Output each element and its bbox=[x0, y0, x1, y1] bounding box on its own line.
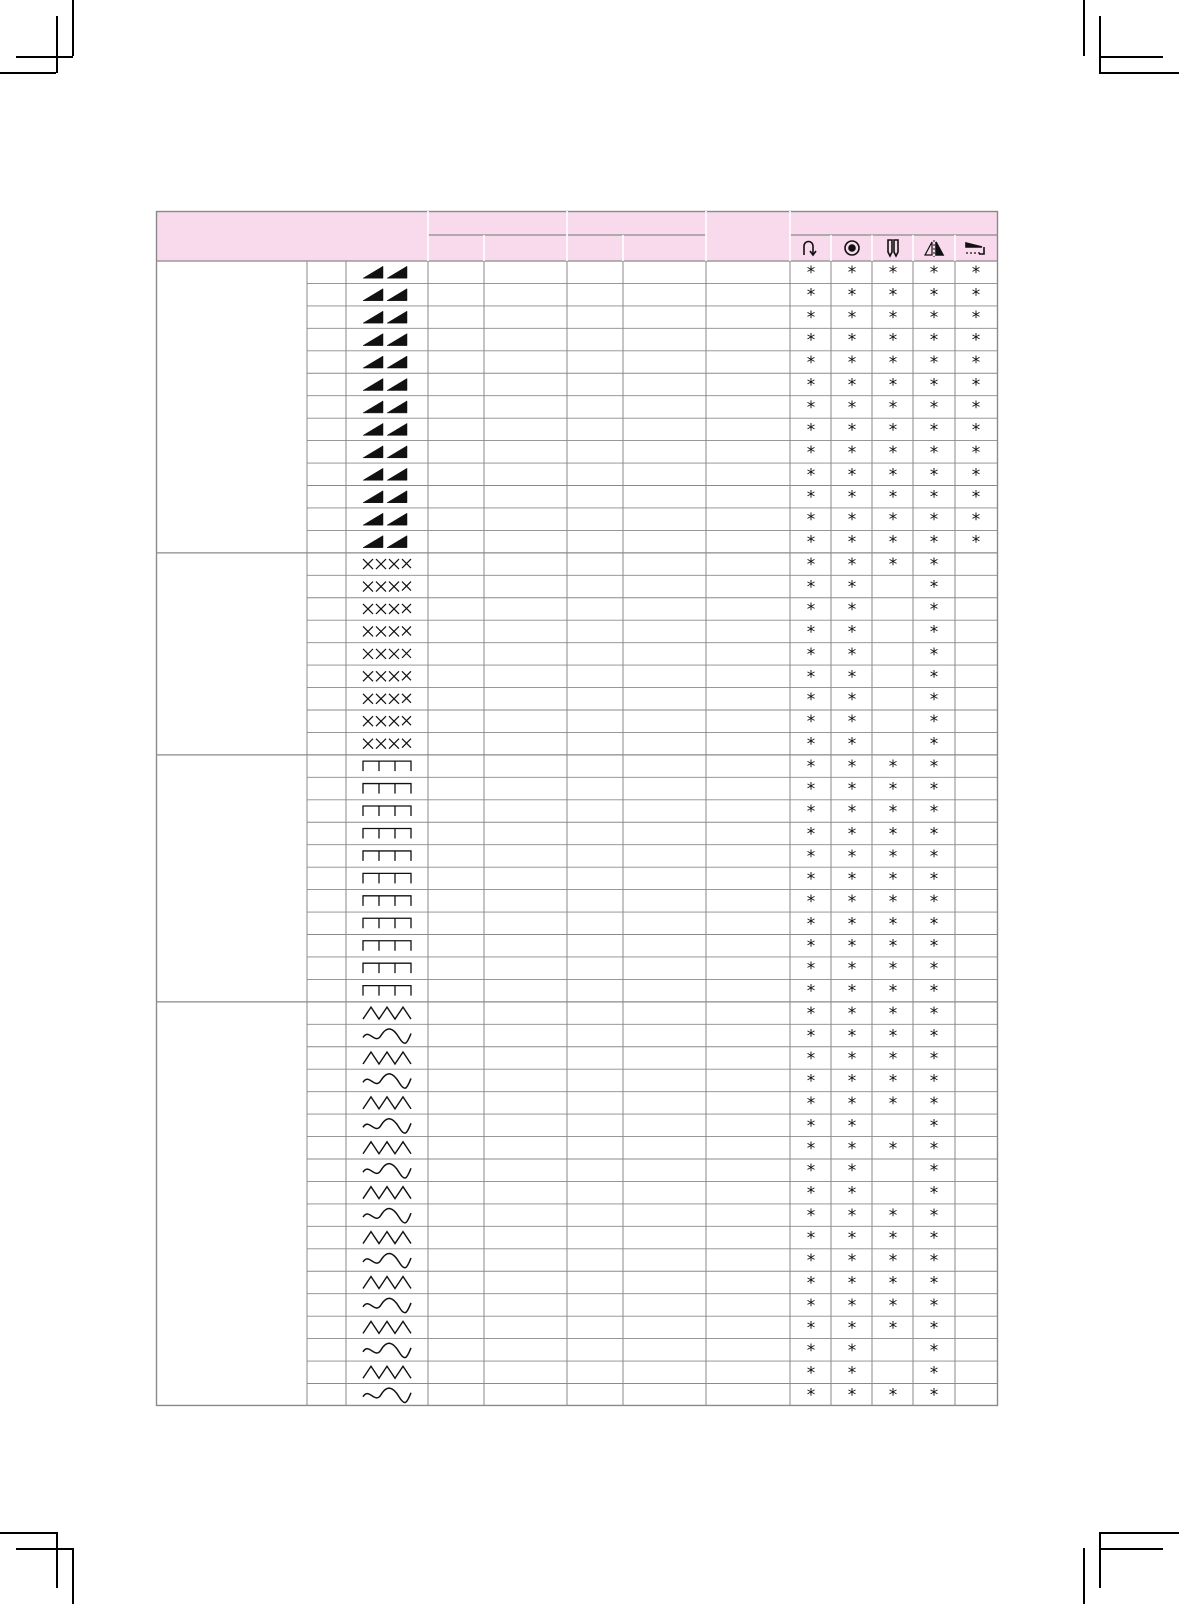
function-mark: * bbox=[888, 1093, 898, 1114]
function-mark: * bbox=[847, 914, 857, 935]
alternating-comb-stitch-icon bbox=[363, 851, 411, 861]
function-mark: * bbox=[806, 1228, 816, 1249]
crop-mark-bottom-right-v bbox=[1083, 1548, 1085, 1604]
function-mark: * bbox=[847, 1048, 857, 1069]
function-mark: * bbox=[806, 1026, 816, 1047]
function-mark: * bbox=[847, 1183, 857, 1204]
function-mark: * bbox=[888, 1318, 898, 1339]
function-mark: * bbox=[971, 308, 981, 329]
function-mark: * bbox=[929, 285, 939, 306]
greek-key-stitch-icon bbox=[363, 1074, 411, 1088]
function-mark: * bbox=[806, 1340, 816, 1361]
function-mark: * bbox=[806, 1138, 816, 1159]
function-mark: * bbox=[847, 1228, 857, 1249]
function-mark: * bbox=[888, 846, 898, 867]
function-mark: * bbox=[971, 532, 981, 553]
function-mark: * bbox=[888, 1385, 898, 1406]
function-mark: * bbox=[847, 981, 857, 1002]
cross-stitch-row-icon bbox=[363, 559, 411, 569]
function-mark: * bbox=[847, 667, 857, 688]
function-mark: * bbox=[806, 846, 816, 867]
function-mark: * bbox=[847, 1138, 857, 1159]
function-mark: * bbox=[971, 397, 981, 418]
function-mark: * bbox=[806, 1183, 816, 1204]
function-mark: * bbox=[847, 487, 857, 508]
function-mark: * bbox=[847, 712, 857, 733]
function-mark: * bbox=[888, 442, 898, 463]
function-mark: * bbox=[806, 308, 816, 329]
function-mark: * bbox=[847, 1295, 857, 1316]
function-mark: * bbox=[847, 1116, 857, 1137]
cross-stitch-wave-icon bbox=[363, 582, 411, 592]
function-mark: * bbox=[806, 1251, 816, 1272]
fern-stitch-icon bbox=[363, 1343, 411, 1357]
leafy-branch-stitch-icon bbox=[363, 1366, 411, 1378]
function-mark: * bbox=[806, 442, 816, 463]
function-mark: * bbox=[806, 779, 816, 800]
arrow-feather-stitch-icon bbox=[363, 918, 411, 928]
satin-zigzag-wave-stitch-icon bbox=[363, 356, 407, 368]
function-mark: * bbox=[888, 1048, 898, 1069]
function-mark: * bbox=[929, 330, 939, 351]
function-mark: * bbox=[929, 1093, 939, 1114]
crop-mark-bottom-left-v2 bbox=[56, 1532, 58, 1588]
function-mark: * bbox=[929, 532, 939, 553]
square-wave-stitch-icon bbox=[363, 941, 411, 951]
function-mark: * bbox=[929, 1295, 939, 1316]
function-mark: * bbox=[888, 757, 898, 778]
function-mark: * bbox=[847, 644, 857, 665]
cross-stitch-diamond-icon bbox=[363, 671, 411, 681]
function-mark: * bbox=[929, 420, 939, 441]
function-mark: * bbox=[847, 1273, 857, 1294]
cross-stitch-border-icon bbox=[363, 739, 411, 749]
function-mark: * bbox=[929, 1004, 939, 1025]
function-mark: * bbox=[847, 1251, 857, 1272]
function-mark: * bbox=[929, 644, 939, 665]
function-mark: * bbox=[971, 465, 981, 486]
function-mark: * bbox=[929, 1206, 939, 1227]
function-mark: * bbox=[847, 1093, 857, 1114]
function-mark: * bbox=[847, 555, 857, 576]
function-mark: * bbox=[806, 375, 816, 396]
function-mark: * bbox=[847, 622, 857, 643]
function-mark: * bbox=[929, 869, 939, 890]
function-mark: * bbox=[929, 1138, 939, 1159]
fan-stitch-icon bbox=[363, 1253, 411, 1267]
function-mark: * bbox=[847, 577, 857, 598]
function-mark: * bbox=[847, 869, 857, 890]
function-mark: * bbox=[929, 263, 939, 284]
function-mark: * bbox=[929, 914, 939, 935]
function-mark: * bbox=[847, 285, 857, 306]
function-mark: * bbox=[929, 1340, 939, 1361]
function-mark: * bbox=[929, 824, 939, 845]
function-mark: * bbox=[971, 375, 981, 396]
heart-stitch-icon bbox=[363, 423, 407, 435]
function-mark: * bbox=[847, 1206, 857, 1227]
slanted-triangles-stitch-icon bbox=[363, 266, 407, 278]
triangle-border-stitch-icon bbox=[363, 1052, 411, 1064]
function-mark: * bbox=[929, 779, 939, 800]
function-mark: * bbox=[806, 599, 816, 620]
cross-stitch-zigzag-icon bbox=[363, 626, 411, 636]
function-mark: * bbox=[806, 644, 816, 665]
cross-stitch-peak-icon bbox=[363, 649, 411, 659]
function-mark: * bbox=[929, 1116, 939, 1137]
function-mark: * bbox=[847, 891, 857, 912]
function-mark: * bbox=[929, 1318, 939, 1339]
function-mark: * bbox=[806, 891, 816, 912]
function-mark: * bbox=[929, 802, 939, 823]
function-mark: * bbox=[888, 555, 898, 576]
function-mark: * bbox=[847, 1161, 857, 1182]
function-mark: * bbox=[806, 510, 816, 531]
function-mark: * bbox=[806, 420, 816, 441]
function-mark: * bbox=[847, 330, 857, 351]
function-mark: * bbox=[806, 869, 816, 890]
crop-mark-top-right-h2 bbox=[1099, 56, 1163, 58]
function-mark: * bbox=[888, 1273, 898, 1294]
function-mark: * bbox=[971, 442, 981, 463]
checkerboard-stitch-icon bbox=[363, 311, 407, 323]
function-mark: * bbox=[929, 599, 939, 620]
function-mark: * bbox=[929, 555, 939, 576]
chevron-satin-stitch-icon bbox=[363, 491, 407, 503]
function-mark: * bbox=[847, 1071, 857, 1092]
function-mark: * bbox=[847, 1363, 857, 1384]
function-mark: * bbox=[929, 891, 939, 912]
function-mark: * bbox=[806, 757, 816, 778]
function-mark: * bbox=[888, 891, 898, 912]
function-mark: * bbox=[929, 981, 939, 1002]
crop-mark-top-right-h bbox=[1099, 72, 1179, 74]
function-mark: * bbox=[847, 599, 857, 620]
function-mark: * bbox=[929, 353, 939, 374]
crop-mark-bottom-right-v2 bbox=[1099, 1532, 1101, 1588]
spiral-wave-stitch-icon bbox=[363, 1187, 411, 1199]
function-mark: * bbox=[888, 375, 898, 396]
function-mark: * bbox=[929, 1161, 939, 1182]
function-mark: * bbox=[929, 667, 939, 688]
function-mark: * bbox=[929, 757, 939, 778]
function-mark: * bbox=[888, 779, 898, 800]
function-mark: * bbox=[806, 1116, 816, 1137]
function-mark: * bbox=[806, 1048, 816, 1069]
function-mark: * bbox=[888, 1138, 898, 1159]
branch-stitch-icon bbox=[363, 963, 411, 973]
function-mark: * bbox=[806, 734, 816, 755]
function-mark: * bbox=[929, 442, 939, 463]
function-mark: * bbox=[971, 353, 981, 374]
function-mark: * bbox=[888, 1206, 898, 1227]
function-mark: * bbox=[888, 263, 898, 284]
function-mark: * bbox=[806, 532, 816, 553]
function-mark: * bbox=[888, 869, 898, 890]
function-mark: * bbox=[847, 936, 857, 957]
function-mark: * bbox=[929, 936, 939, 957]
function-mark: * bbox=[806, 1318, 816, 1339]
satin-wave-stitch-icon bbox=[363, 334, 407, 346]
crop-mark-top-left-h2 bbox=[16, 56, 73, 58]
function-mark: * bbox=[929, 959, 939, 980]
function-mark: * bbox=[806, 667, 816, 688]
function-mark: * bbox=[888, 959, 898, 980]
function-mark: * bbox=[929, 1026, 939, 1047]
function-mark: * bbox=[806, 1004, 816, 1025]
function-mark: * bbox=[888, 1026, 898, 1047]
function-mark: * bbox=[806, 936, 816, 957]
function-mark: * bbox=[929, 1273, 939, 1294]
function-mark: * bbox=[806, 555, 816, 576]
function-mark: * bbox=[888, 532, 898, 553]
function-mark: * bbox=[888, 981, 898, 1002]
function-mark: * bbox=[847, 397, 857, 418]
function-mark: * bbox=[806, 802, 816, 823]
function-mark: * bbox=[971, 330, 981, 351]
function-mark: * bbox=[847, 442, 857, 463]
eyelash-stitch-icon bbox=[363, 986, 411, 996]
function-mark: * bbox=[971, 420, 981, 441]
function-mark: * bbox=[806, 1273, 816, 1294]
stepped-blanket-stitch-icon bbox=[363, 896, 411, 906]
function-mark: * bbox=[847, 353, 857, 374]
function-mark: * bbox=[806, 1295, 816, 1316]
function-mark: * bbox=[888, 914, 898, 935]
arrow-vine-stitch-icon bbox=[363, 1276, 411, 1288]
function-mark: * bbox=[929, 1251, 939, 1272]
function-mark: * bbox=[847, 510, 857, 531]
function-mark: * bbox=[847, 1340, 857, 1361]
function-mark: * bbox=[847, 263, 857, 284]
function-mark: * bbox=[888, 936, 898, 957]
function-mark: * bbox=[806, 285, 816, 306]
function-mark: * bbox=[888, 308, 898, 329]
function-mark: * bbox=[847, 308, 857, 329]
cross-stitch-dense-icon bbox=[363, 716, 411, 726]
function-mark: * bbox=[847, 1385, 857, 1406]
function-mark: * bbox=[847, 420, 857, 441]
function-mark: * bbox=[888, 397, 898, 418]
function-mark: * bbox=[806, 397, 816, 418]
function-mark: * bbox=[929, 1071, 939, 1092]
arc-satin-stitch-icon bbox=[363, 513, 407, 525]
dashed-blanket-stitch-icon bbox=[363, 828, 411, 838]
slanted-tack-stitch-icon bbox=[363, 873, 411, 883]
function-mark: * bbox=[929, 1048, 939, 1069]
function-mark: * bbox=[971, 285, 981, 306]
cross-stitch-diagonal-icon bbox=[363, 604, 411, 614]
function-mark: * bbox=[888, 353, 898, 374]
function-mark: * bbox=[888, 285, 898, 306]
function-mark: * bbox=[806, 487, 816, 508]
lotus-stitch-icon bbox=[363, 1321, 411, 1333]
function-mark: * bbox=[888, 1251, 898, 1272]
ornamental-arch-stitch-icon bbox=[363, 1029, 411, 1043]
function-mark: * bbox=[806, 1206, 816, 1227]
function-mark: * bbox=[888, 420, 898, 441]
function-mark: * bbox=[929, 1183, 939, 1204]
function-mark: * bbox=[847, 959, 857, 980]
function-mark: * bbox=[847, 1318, 857, 1339]
crop-mark-bottom-right-h bbox=[1099, 1532, 1179, 1534]
layered-wave-stitch-icon bbox=[363, 1119, 411, 1133]
function-mark: * bbox=[929, 510, 939, 531]
crop-mark-bottom-left-v bbox=[72, 1548, 74, 1604]
function-mark: * bbox=[847, 734, 857, 755]
function-mark: * bbox=[806, 622, 816, 643]
crop-mark-top-left-h bbox=[0, 72, 56, 74]
double-peak-stitch-icon bbox=[363, 536, 407, 548]
function-mark: * bbox=[847, 802, 857, 823]
function-mark: * bbox=[806, 959, 816, 980]
spike-stitch-icon bbox=[363, 446, 407, 458]
function-mark: * bbox=[888, 1071, 898, 1092]
function-mark: * bbox=[806, 712, 816, 733]
function-mark: * bbox=[929, 712, 939, 733]
function-mark: * bbox=[806, 981, 816, 1002]
slanted-bar-stitch-icon bbox=[363, 468, 407, 480]
function-mark: * bbox=[806, 1161, 816, 1182]
crop-mark-top-right-v bbox=[1083, 0, 1085, 56]
function-mark: * bbox=[929, 397, 939, 418]
crop-mark-bottom-right-h2 bbox=[1099, 1548, 1163, 1550]
function-mark: * bbox=[888, 1228, 898, 1249]
function-mark: * bbox=[847, 846, 857, 867]
blanket-stitch-close-icon bbox=[363, 784, 411, 794]
function-mark: * bbox=[806, 914, 816, 935]
feather-zigzag-stitch-icon bbox=[363, 1097, 411, 1109]
function-mark: * bbox=[929, 487, 939, 508]
function-mark: * bbox=[888, 802, 898, 823]
function-mark: * bbox=[929, 375, 939, 396]
function-mark: * bbox=[847, 757, 857, 778]
blanket-stitch-icon bbox=[363, 761, 411, 771]
function-mark: * bbox=[971, 510, 981, 531]
function-mark: * bbox=[806, 1385, 816, 1406]
paisley-stitch-icon bbox=[363, 401, 407, 413]
loop-chain-stitch-icon bbox=[363, 1164, 411, 1178]
crop-mark-top-left-v bbox=[72, 0, 74, 56]
function-mark: * bbox=[929, 689, 939, 710]
function-mark: * bbox=[847, 532, 857, 553]
function-mark: * bbox=[888, 330, 898, 351]
function-mark: * bbox=[929, 1228, 939, 1249]
crop-mark-bottom-left-h2 bbox=[16, 1548, 73, 1550]
diamond-zigzag-stitch-icon bbox=[363, 1388, 411, 1402]
crop-mark-top-left-v2 bbox=[56, 16, 58, 73]
function-mark: * bbox=[847, 375, 857, 396]
function-mark: * bbox=[806, 330, 816, 351]
function-mark: * bbox=[888, 824, 898, 845]
scallop-cloud-stitch-icon bbox=[363, 378, 407, 390]
crop-mark-top-right-v2 bbox=[1099, 16, 1101, 73]
function-mark: * bbox=[806, 577, 816, 598]
function-mark: * bbox=[929, 846, 939, 867]
function-mark: * bbox=[929, 1363, 939, 1384]
comb-stitch-icon bbox=[363, 806, 411, 816]
serpentine-stitch-icon bbox=[363, 1209, 411, 1223]
function-mark: * bbox=[929, 1385, 939, 1406]
tulip-vine-stitch-icon bbox=[363, 1298, 411, 1312]
function-mark: * bbox=[847, 465, 857, 486]
function-mark: * bbox=[806, 1363, 816, 1384]
function-mark: * bbox=[888, 510, 898, 531]
function-mark: * bbox=[888, 1295, 898, 1316]
function-mark: * bbox=[929, 734, 939, 755]
function-mark: * bbox=[971, 263, 981, 284]
function-mark: * bbox=[888, 465, 898, 486]
function-mark: * bbox=[971, 487, 981, 508]
function-mark: * bbox=[929, 622, 939, 643]
stepped-checker-stitch-icon bbox=[363, 289, 407, 301]
function-mark: * bbox=[806, 1093, 816, 1114]
function-mark: * bbox=[847, 779, 857, 800]
function-mark: * bbox=[929, 465, 939, 486]
function-mark: * bbox=[806, 689, 816, 710]
stitch-settings-table bbox=[156, 211, 998, 1437]
cross-stitch-cluster-icon bbox=[363, 694, 411, 704]
function-mark: * bbox=[929, 308, 939, 329]
function-mark: * bbox=[806, 1071, 816, 1092]
leaf-vine-stitch-icon bbox=[363, 1232, 411, 1244]
function-mark: * bbox=[929, 577, 939, 598]
hourglass-stitch-icon bbox=[363, 1142, 411, 1154]
function-mark: * bbox=[847, 1004, 857, 1025]
function-mark: * bbox=[888, 487, 898, 508]
stitch-table-grid bbox=[156, 211, 998, 1437]
function-mark: * bbox=[847, 689, 857, 710]
function-mark: * bbox=[888, 1004, 898, 1025]
function-mark: * bbox=[806, 465, 816, 486]
star-burst-stitch-icon bbox=[363, 1007, 411, 1019]
function-mark: * bbox=[847, 1026, 857, 1047]
crop-mark-bottom-left-h bbox=[0, 1532, 56, 1534]
function-mark: * bbox=[806, 824, 816, 845]
function-mark: * bbox=[806, 353, 816, 374]
function-mark: * bbox=[847, 824, 857, 845]
function-mark: * bbox=[806, 263, 816, 284]
